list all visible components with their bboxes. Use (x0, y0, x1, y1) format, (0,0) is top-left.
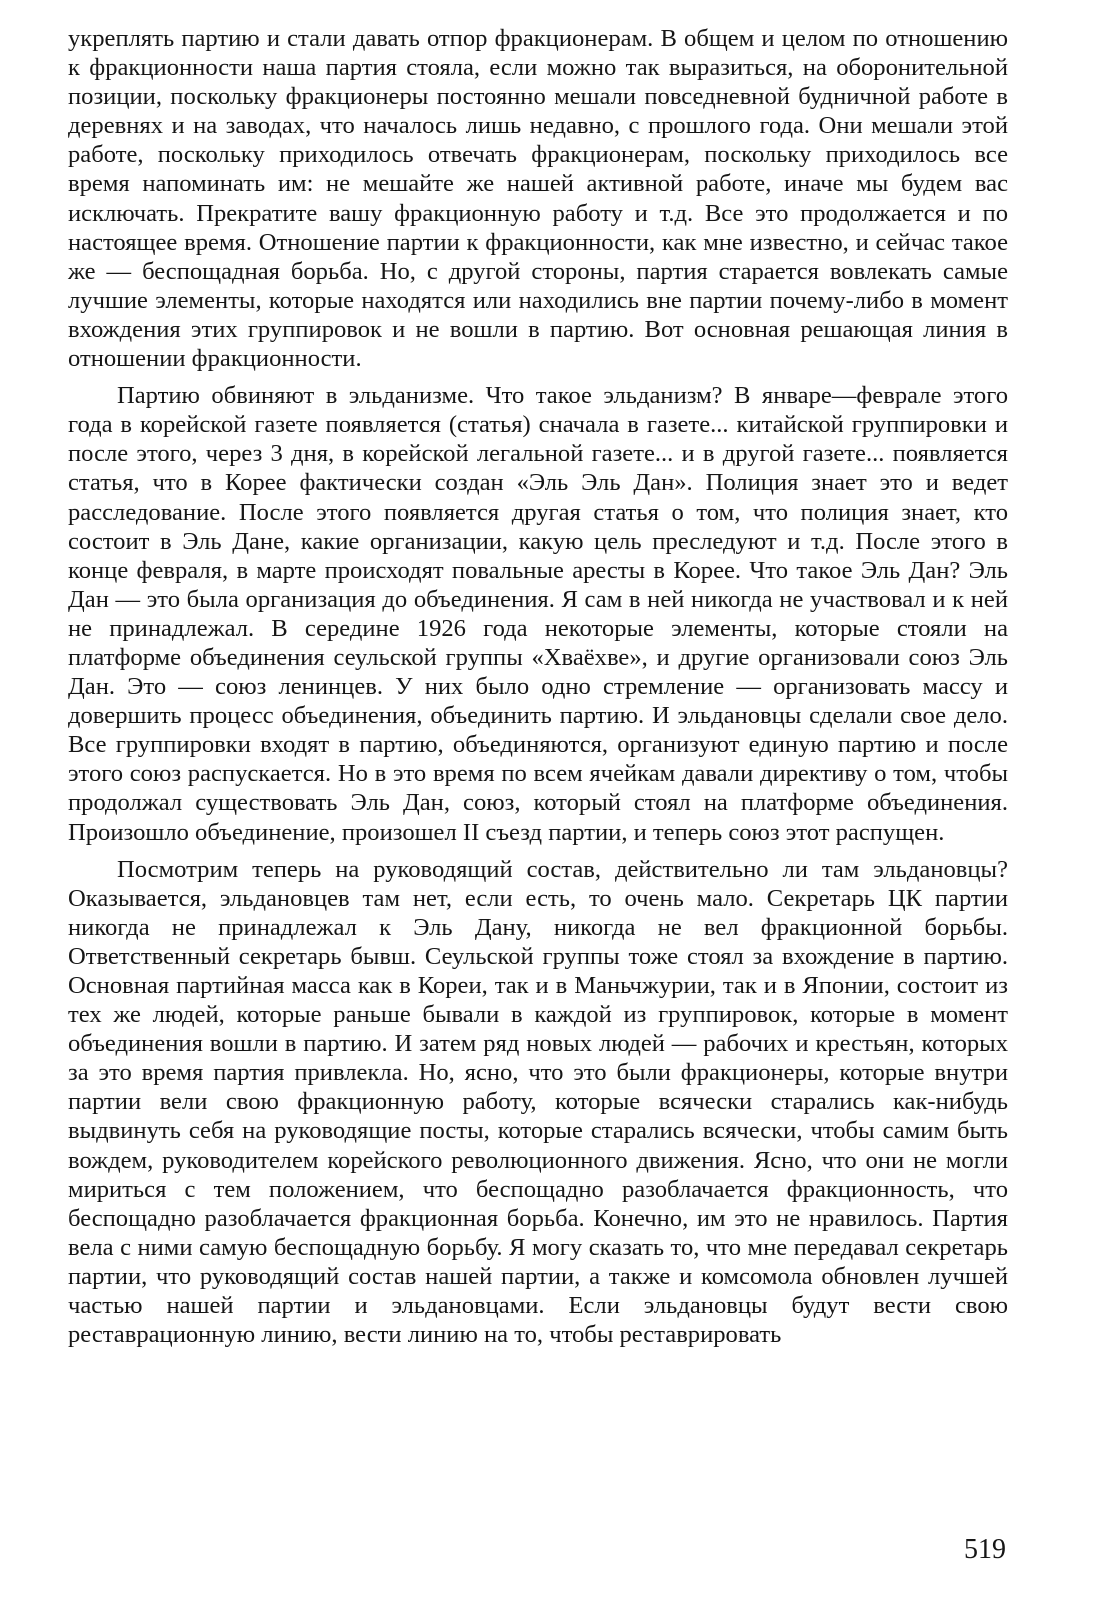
paragraph-2: Партию обвиняют в эльданизме. Что такое эльданизм? В январе—феврале этого года в корейской газете появляется (статья) сначала в газете... китайской группировки и после этого, через 3 дня, в корейской легальной газете... и в другой газете... появляется статья, что в Корее фактически создан «Эль Эль Дан». Полиция знает это и ведет расследование. После этого появляется другая статья о том, что полиция знает, кто состоит в Эль Дане, какие организации, какую цель преследуют и т.д. После этого в конце февраля, в марте происходят повальные аресты в Корее. Что такое Эль Дан? Эль Дан — это была организация до объединения. Я сам в ней никогда не участвовал и к ней не принадлежал. В середине 1926 года некоторые элементы, которые стояли на платформе объединения сеульской группы «Хваёхве», и другие организовали союз Эль Дан. Это — союз ленинцев. У них было одно стремление — организовать массу и довершить процесс объединения, объединить партию. И эльдановцы сделали свое дело. Все группировки входят в партию, объединяются, организуют единую партию и после этого союз распускается. Но в это время по всем ячейкам давали директиву о том, чтобы продолжал существовать Эль Дан, союз, который стоял на платформе объединения. Произошло объединение, произошел II съезд партии, и теперь союз этот распущен. (68, 382, 1008, 846)
paragraph-3: Посмотрим теперь на руководящий состав, действительно ли там эльдановцы? Оказывается, эльдановцев там нет, если есть, то очень мало. Секретарь ЦК партии никогда не принадлежал к Эль Дану, никогда не вел фракционной борьбы. Ответственный секретарь бывш. Сеульской группы тоже стоял за вхождение в партию. Основная партийная масса как в Кореи, так и в Маньчжурии, так и в Японии, состоит из тех же людей, которые раньше бывали в каждой из группировок, которые в момент объединения вошли в партию. И затем ряд новых людей — рабочих и крестьян, которых за это время партия привлекла. Но, ясно, что это были фракционеры, которые внутри партии вели свою фракционную работу, которые всячески старались как-нибудь выдвинуть себя на руководящие посты, которые старались всячески, чтобы самим быть вождем, руководителем корейского революционного движения. Ясно, что они не могли мириться с тем положением, что беспощадно разоблачается фракционность, что беспощадно разоблачается фракционная борьба. Конечно, им это не нравилось. Партия вела с ними самую беспощадную борьбу. Я могу сказать то, что мне передавал секретарь партии, что руководящий состав нашей партии, а также и комсомола обновлен лучшей частью нашей партии и эльдановцами. Если эльдановцы будут вести свою реставрационную линию, вести линию на то, чтобы реставрировать (68, 855, 1008, 1349)
page-number: 519 (964, 1534, 1006, 1565)
paragraph-1: укреплять партию и стали давать отпор фракционерам. В общем и целом по отношению к фракционности наша партия стояла, если можно так выразиться, на оборонительной позиции, поскольку фракционеры постоянно мешали повседневной будничной работе в деревнях и на заводах, что началось лишь недавно, с прошлого года. Они мешали этой работе, поскольку приходилось отвечать фракционерам, поскольку приходилось все время напоминать им: не мешайте же нашей активной работе, иначе мы будем вас исключать. Прекратите вашу фракционную работу и т.д. Все это продолжается и по настоящее время. Отношение партии к фракционности, как мне известно, и сейчас такое же — беспощадная борьба. Но, с другой стороны, партия старается вовлекать самые лучшие элементы, которые находятся или находились вне партии почему-либо в момент вхождения этих группировок и не вошли в партию. Вот основная решающая линия в отношении фракционности. (68, 25, 1008, 373)
page-body (68, 24, 1008, 1357)
